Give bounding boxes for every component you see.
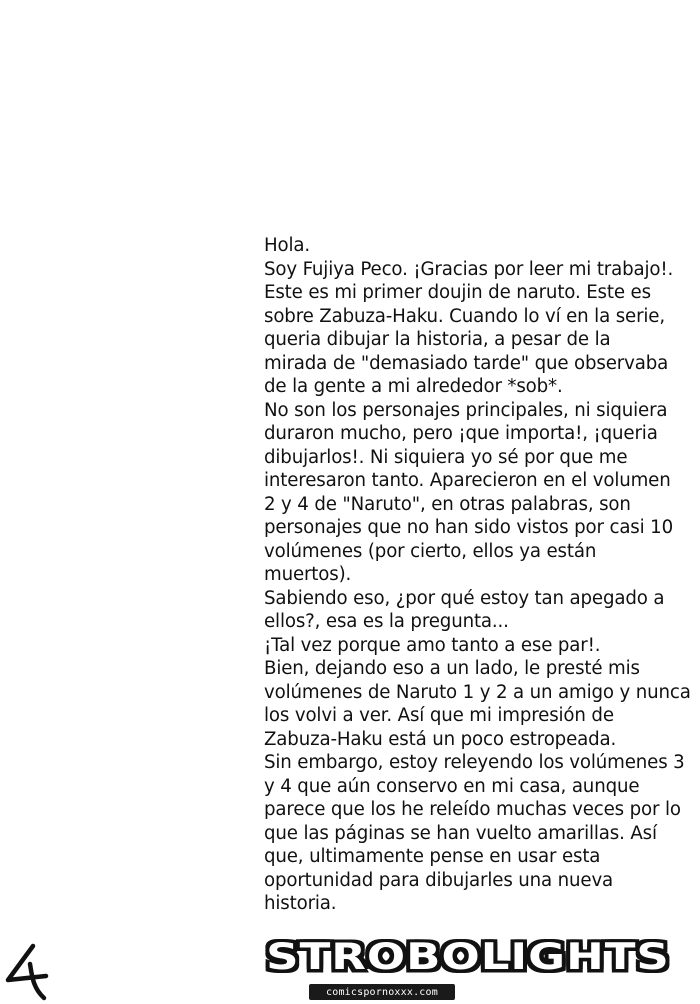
text-line: 2 y 4 de "Naruto", en otras palabras, son bbox=[264, 493, 631, 515]
text-line: muertos). bbox=[264, 564, 352, 585]
text-line: que las páginas se han vuelto amarillas. Así bbox=[264, 822, 657, 844]
text-line: los volvi a ver. Así que mi impresión de bbox=[264, 705, 614, 726]
logo-text: STROBOLIGHTS bbox=[266, 934, 670, 978]
text-line: duraron mucho, pero ¡que importa!, ¡queria bbox=[264, 423, 658, 444]
text-line: de la gente a mi alrededor *sob*. bbox=[264, 376, 563, 397]
watermark-badge bbox=[309, 984, 455, 1000]
watermark-text: comicspornoxxx.com bbox=[326, 986, 438, 998]
text-line: que, ultimamente pense en usar esta bbox=[264, 846, 601, 867]
text-line: sobre Zabuza-Haku. Cuando lo ví en la serie, bbox=[264, 305, 665, 327]
text-line: interesaron tanto. Aparecieron en el volumen bbox=[264, 470, 671, 491]
author-note bbox=[264, 234, 696, 916]
text-line: ellos?, esa es la pregunta... bbox=[264, 611, 509, 632]
text-line: volúmenes (por cierto, ellos ya están bbox=[264, 540, 597, 562]
text-line: Sin embargo, estoy releyendo los volúmenes 3 bbox=[264, 752, 685, 773]
text-line: y 4 que aún conservo en mi casa, aunque bbox=[264, 775, 640, 797]
text-line: Hola. bbox=[264, 235, 311, 256]
handwritten-page-number-4-icon bbox=[0, 942, 60, 1002]
text-line: ¡Tal vez porque amo tanto a ese par!. bbox=[264, 634, 601, 656]
text-line: parece que los he releído muchas veces por lo bbox=[264, 799, 681, 820]
text-line: personajes que no han sido vistos por casi 10 bbox=[264, 517, 674, 538]
text-line: historia. bbox=[264, 893, 337, 914]
text-line: queria dibujar la historia, a pesar de la bbox=[264, 329, 611, 350]
text-line: Zabuza-Haku está un poco estropeada. bbox=[264, 728, 617, 750]
text-line: Sabiendo eso, ¿por qué estoy tan apegado a bbox=[264, 587, 665, 609]
text-line: Bien, dejando eso a un lado, le presté mis bbox=[264, 658, 640, 679]
text-line: Soy Fujiya Peco. ¡Gracias por leer mi trabajo!. bbox=[264, 258, 674, 280]
text-line: Este es mi primer doujin de naruto. Este es bbox=[264, 282, 651, 303]
text-line: mirada de "demasiado tarde" que observaba bbox=[264, 352, 669, 374]
text-line: dibujarlos!. Ni siquiera yo sé por que me bbox=[264, 446, 628, 468]
circle-logo bbox=[268, 934, 668, 978]
text-line: volúmenes de Naruto 1 y 2 a un amigo y nunca bbox=[264, 681, 691, 703]
text-line: No son los personajes principales, ni siquiera bbox=[264, 399, 668, 421]
text-line: oportunidad para dibujarles una nueva bbox=[264, 869, 614, 891]
